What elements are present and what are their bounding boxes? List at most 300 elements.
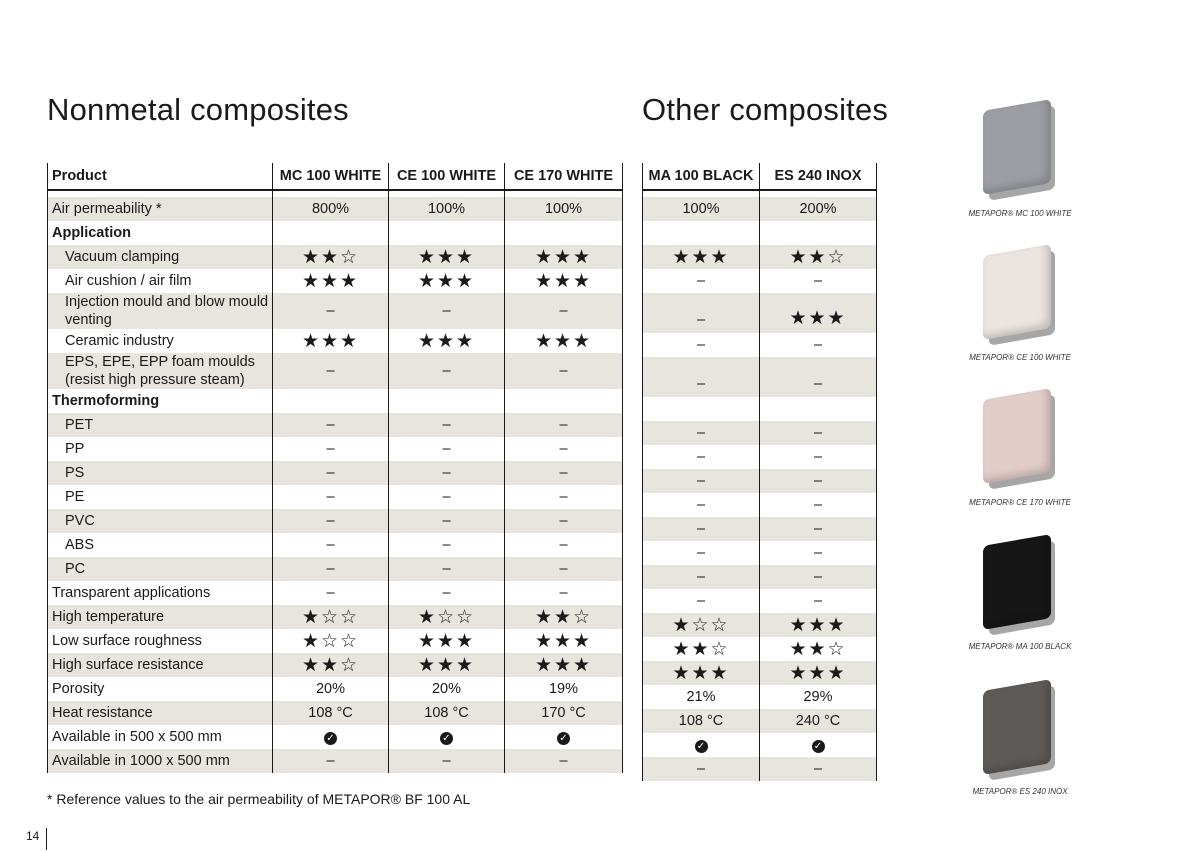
table-row — [48, 509, 623, 533]
star-rating-3-of-3: ★★★ — [417, 246, 476, 268]
row-label: High surface resistance — [48, 653, 273, 677]
check-circle-icon: ✓ — [557, 732, 570, 745]
gap-cell — [643, 190, 760, 197]
cell-value: – — [696, 376, 706, 392]
value-cell — [760, 245, 877, 269]
value-cell — [389, 581, 505, 605]
row-label: Transparent applications — [48, 581, 273, 605]
value-cell — [505, 557, 623, 581]
check-circle-icon: ✓ — [812, 740, 825, 753]
value-cell — [760, 197, 877, 221]
value-cell — [273, 581, 389, 605]
value-cell — [505, 653, 623, 677]
table-row — [48, 461, 623, 485]
table-header-row — [48, 163, 623, 190]
cell-value: – — [696, 473, 706, 489]
empty-cell — [760, 397, 877, 421]
star-rating-3-of-3: ★★★ — [417, 330, 476, 352]
value-cell — [273, 413, 389, 437]
value-cell — [643, 637, 760, 661]
header-ce-100-white: CE 100 WHITE — [389, 163, 505, 190]
table-row — [643, 733, 877, 757]
cell-value: – — [813, 425, 823, 441]
table-row — [643, 269, 877, 293]
row-label: Air permeability * — [48, 197, 273, 221]
table-row — [48, 269, 623, 293]
table-row — [643, 493, 877, 517]
header-product: Product — [48, 163, 273, 190]
sample-face — [983, 388, 1051, 484]
value-cell — [643, 421, 760, 445]
star-rating-3-of-3: ★★★ — [534, 330, 593, 352]
value-cell — [760, 541, 877, 565]
value-cell — [389, 677, 505, 701]
value-cell — [760, 709, 877, 733]
value-cell — [643, 269, 760, 293]
value-cell — [760, 493, 877, 517]
value-cell — [273, 353, 389, 389]
table-row — [643, 245, 877, 269]
value-cell — [505, 437, 623, 461]
value-cell — [273, 509, 389, 533]
table-row — [643, 589, 877, 613]
value-cell — [643, 493, 760, 517]
empty-cell — [643, 397, 760, 421]
cell-value: 20% — [315, 681, 346, 697]
cell-value: – — [696, 593, 706, 609]
cell-value: – — [326, 417, 335, 433]
material-caption: METAPOR® CE 170 WHITE — [969, 498, 1071, 507]
cell-value: – — [559, 441, 568, 457]
value-cell — [760, 517, 877, 541]
table-header-row — [643, 163, 877, 190]
table-row — [643, 541, 877, 565]
cell-value: – — [813, 593, 823, 609]
row-label: Air cushion / air film — [48, 269, 273, 293]
cell-value: – — [559, 303, 568, 319]
table-row — [48, 485, 623, 509]
table-row — [643, 445, 877, 469]
value-cell — [389, 557, 505, 581]
row-label: PP — [48, 437, 273, 461]
table-row — [643, 517, 877, 541]
cell-value: – — [696, 449, 706, 465]
cell-value: – — [442, 753, 451, 769]
value-cell — [505, 197, 623, 221]
value-cell — [505, 329, 623, 353]
gap-cell — [760, 190, 877, 197]
sample-face — [983, 99, 1051, 195]
table-row — [48, 581, 623, 605]
nonmetal-composites-table — [47, 163, 623, 773]
cell-value: – — [696, 521, 706, 537]
row-label: Heat resistance — [48, 701, 273, 725]
cell-value: 21% — [686, 689, 716, 705]
star-rating-2-of-3: ★★☆ — [789, 638, 847, 660]
row-label: Injection mould and blow mould venting — [48, 293, 273, 329]
star-rating-3-of-3: ★★★ — [672, 246, 730, 268]
value-cell — [389, 413, 505, 437]
value-cell — [389, 293, 505, 329]
cell-value: – — [326, 561, 335, 577]
value-cell — [643, 661, 760, 685]
cell-value: – — [326, 363, 335, 379]
value-cell — [505, 605, 623, 629]
cell-value: – — [559, 537, 568, 553]
heading-other-composites: Other composites — [642, 92, 889, 127]
value-cell — [760, 269, 877, 293]
star-rating-3-of-3: ★★★ — [417, 654, 476, 676]
value-cell — [505, 629, 623, 653]
cell-value: – — [559, 561, 568, 577]
value-cell — [505, 293, 623, 329]
cell-value: – — [813, 545, 823, 561]
cell-value: – — [813, 337, 823, 353]
value-cell — [273, 725, 389, 749]
check-circle-icon: ✓ — [324, 732, 337, 745]
value-cell — [760, 469, 877, 493]
value-cell — [643, 685, 760, 709]
value-cell — [273, 749, 389, 773]
value-cell — [505, 413, 623, 437]
value-cell — [643, 709, 760, 733]
cell-value: – — [813, 449, 823, 465]
value-cell — [389, 485, 505, 509]
cell-value: – — [559, 753, 568, 769]
value-cell — [273, 437, 389, 461]
empty-cell — [760, 221, 877, 245]
value-cell — [389, 629, 505, 653]
empty-cell — [389, 221, 505, 245]
value-cell — [389, 353, 505, 389]
page-number: 14 — [26, 829, 40, 843]
cell-value: – — [696, 425, 706, 441]
cell-value: – — [326, 489, 335, 505]
table-row — [48, 605, 623, 629]
check-circle-icon: ✓ — [695, 740, 708, 753]
value-cell — [643, 565, 760, 589]
other-composites-table — [642, 163, 877, 781]
table-row — [643, 613, 877, 637]
cell-value: – — [442, 303, 451, 319]
star-rating-3-of-3: ★★★ — [534, 270, 593, 292]
row-label: Available in 500 x 500 mm — [48, 725, 273, 749]
cell-value: 29% — [803, 689, 833, 705]
cell-value: – — [813, 473, 823, 489]
value-cell — [505, 725, 623, 749]
value-cell — [273, 245, 389, 269]
value-cell — [643, 733, 760, 757]
table-row — [643, 197, 877, 221]
value-cell — [389, 197, 505, 221]
value-cell — [505, 269, 623, 293]
section-label: Application — [48, 221, 273, 245]
star-rating-2-of-3: ★★☆ — [789, 246, 847, 268]
cell-value: – — [442, 363, 451, 379]
sample-face — [983, 679, 1051, 775]
value-cell — [643, 589, 760, 613]
cell-value: – — [813, 761, 823, 777]
value-cell — [760, 613, 877, 637]
table-row — [48, 653, 623, 677]
cell-value: – — [326, 753, 335, 769]
value-cell — [643, 757, 760, 781]
star-rating-3-of-3: ★★★ — [789, 614, 847, 636]
header-mc-100-white: MC 100 WHITE — [273, 163, 389, 190]
row-label: Low surface roughness — [48, 629, 273, 653]
material-caption: METAPOR® CE 100 WHITE — [969, 353, 1071, 362]
value-cell — [273, 293, 389, 329]
empty-cell — [273, 389, 389, 413]
table-row — [643, 421, 877, 445]
cell-value: – — [559, 585, 568, 601]
star-rating-3-of-3: ★★★ — [534, 630, 593, 652]
value-cell — [273, 461, 389, 485]
value-cell — [643, 357, 760, 397]
gap-cell — [48, 190, 273, 197]
value-cell — [389, 749, 505, 773]
cell-value: – — [696, 497, 706, 513]
cell-value: – — [559, 465, 568, 481]
value-cell — [760, 357, 877, 397]
table-row — [643, 293, 877, 333]
cell-value: – — [696, 545, 706, 561]
star-rating-3-of-3: ★★★ — [672, 662, 730, 684]
value-cell — [760, 565, 877, 589]
cell-value: – — [442, 417, 451, 433]
value-cell — [760, 445, 877, 469]
value-cell — [389, 701, 505, 725]
header-gap — [48, 190, 623, 197]
value-cell — [505, 533, 623, 557]
cell-value: – — [696, 312, 706, 328]
cell-value: – — [326, 513, 335, 529]
cell-value: 200% — [799, 201, 837, 217]
cell-value: – — [813, 273, 823, 289]
cell-value: – — [559, 513, 568, 529]
star-rating-2-of-3: ★★☆ — [301, 654, 360, 676]
star-rating-2-of-3: ★★☆ — [534, 606, 593, 628]
row-label: Available in 1000 x 500 mm — [48, 749, 273, 773]
empty-cell — [505, 389, 623, 413]
row-label: PC — [48, 557, 273, 581]
value-cell — [505, 509, 623, 533]
cell-value: – — [442, 561, 451, 577]
table-row — [48, 725, 623, 749]
cell-value: – — [559, 417, 568, 433]
value-cell — [643, 333, 760, 357]
value-cell — [273, 533, 389, 557]
value-cell — [273, 197, 389, 221]
value-cell — [273, 269, 389, 293]
value-cell — [760, 733, 877, 757]
value-cell — [760, 421, 877, 445]
star-rating-1-of-3: ★☆☆ — [672, 614, 730, 636]
table-row — [643, 565, 877, 589]
cell-value: 100% — [427, 201, 466, 217]
value-cell — [505, 581, 623, 605]
empty-cell — [643, 221, 760, 245]
row-label: Ceramic industry — [48, 329, 273, 353]
star-rating-3-of-3: ★★★ — [417, 630, 476, 652]
value-cell — [760, 637, 877, 661]
value-cell — [505, 461, 623, 485]
cell-value: – — [813, 569, 823, 585]
section-row — [643, 221, 877, 245]
value-cell — [273, 677, 389, 701]
table-row — [48, 293, 623, 329]
gap-cell — [505, 190, 623, 197]
value-cell — [389, 653, 505, 677]
star-rating-3-of-3: ★★★ — [789, 662, 847, 684]
cell-value: 108 °C — [678, 713, 724, 729]
cell-value: 240 °C — [795, 713, 841, 729]
cell-value: – — [442, 513, 451, 529]
cell-value: – — [696, 761, 706, 777]
cell-value: 100% — [682, 201, 720, 217]
value-cell — [643, 293, 760, 333]
cell-value: – — [326, 537, 335, 553]
value-cell — [389, 605, 505, 629]
row-label: Porosity — [48, 677, 273, 701]
value-cell — [389, 437, 505, 461]
table-row — [48, 629, 623, 653]
value-cell — [760, 757, 877, 781]
table-row — [48, 329, 623, 353]
cell-value: 20% — [431, 681, 462, 697]
row-label: PET — [48, 413, 273, 437]
cell-value: – — [696, 337, 706, 353]
table-row — [48, 197, 623, 221]
star-rating-1-of-3: ★☆☆ — [417, 606, 476, 628]
table-row — [48, 557, 623, 581]
cell-value: 170 °C — [541, 705, 586, 721]
value-cell — [505, 677, 623, 701]
value-cell — [389, 245, 505, 269]
cell-value: 108 °C — [308, 705, 353, 721]
value-cell — [389, 269, 505, 293]
value-cell — [389, 329, 505, 353]
table-row — [48, 413, 623, 437]
cell-value: – — [326, 303, 335, 319]
table-row — [643, 469, 877, 493]
footnote: * Reference values to the air permeability of METAPOR® BF 100 AL — [47, 791, 471, 807]
table-row — [643, 685, 877, 709]
table-row — [643, 757, 877, 781]
cell-value: 19% — [548, 681, 579, 697]
value-cell — [643, 613, 760, 637]
heading-nonmetal-composites: Nonmetal composites — [47, 92, 349, 127]
value-cell — [505, 245, 623, 269]
value-cell — [273, 557, 389, 581]
cell-value: – — [442, 441, 451, 457]
value-cell — [643, 541, 760, 565]
row-label: PS — [48, 461, 273, 485]
star-rating-3-of-3: ★★★ — [301, 330, 360, 352]
cell-value: 800% — [311, 201, 350, 217]
header-ce-170-white: CE 170 WHITE — [505, 163, 623, 190]
header-es-240-inox: ES 240 INOX — [760, 163, 877, 190]
star-rating-2-of-3: ★★☆ — [672, 638, 730, 660]
cell-value: – — [559, 363, 568, 379]
star-rating-3-of-3: ★★★ — [301, 270, 360, 292]
cell-value: – — [326, 441, 335, 457]
table-row — [48, 245, 623, 269]
star-rating-3-of-3: ★★★ — [417, 270, 476, 292]
cell-value: – — [442, 465, 451, 481]
star-rating-3-of-3: ★★★ — [534, 246, 593, 268]
header-gap — [643, 190, 877, 197]
cell-value: – — [326, 465, 335, 481]
empty-cell — [505, 221, 623, 245]
sample-face — [983, 244, 1051, 340]
check-circle-icon: ✓ — [440, 732, 453, 745]
value-cell — [643, 469, 760, 493]
value-cell — [760, 661, 877, 685]
cell-value: 100% — [544, 201, 583, 217]
value-cell — [505, 353, 623, 389]
value-cell — [273, 653, 389, 677]
value-cell — [389, 509, 505, 533]
cell-value: – — [326, 585, 335, 601]
row-label: EPS, EPE, EPP foam moulds (resist high pressure steam) — [48, 353, 273, 389]
value-cell — [760, 685, 877, 709]
table-row — [48, 353, 623, 389]
value-cell — [760, 293, 877, 333]
header-ma-100-black: MA 100 BLACK — [643, 163, 760, 190]
row-label: High temperature — [48, 605, 273, 629]
empty-cell — [389, 389, 505, 413]
value-cell — [273, 329, 389, 353]
page-number-divider — [46, 828, 47, 850]
table-row — [643, 709, 877, 733]
sample-face — [983, 534, 1051, 630]
value-cell — [389, 461, 505, 485]
section-row — [48, 221, 623, 245]
value-cell — [643, 245, 760, 269]
row-label: PE — [48, 485, 273, 509]
cell-value: – — [442, 585, 451, 601]
cell-value: – — [813, 521, 823, 537]
star-rating-1-of-3: ★☆☆ — [301, 606, 360, 628]
value-cell — [389, 533, 505, 557]
section-row — [643, 397, 877, 421]
value-cell — [505, 749, 623, 773]
value-cell — [643, 197, 760, 221]
material-caption: METAPOR® ES 240 INOX — [972, 787, 1068, 796]
star-rating-3-of-3: ★★★ — [789, 308, 847, 329]
table-row — [48, 749, 623, 773]
section-row — [48, 389, 623, 413]
value-cell — [273, 485, 389, 509]
value-cell — [760, 333, 877, 357]
star-rating-3-of-3: ★★★ — [534, 654, 593, 676]
table-row — [643, 357, 877, 397]
cell-value: – — [559, 489, 568, 505]
row-label: ABS — [48, 533, 273, 557]
row-label: Vacuum clamping — [48, 245, 273, 269]
value-cell — [505, 701, 623, 725]
material-caption: METAPOR® MA 100 BLACK — [968, 642, 1072, 651]
star-rating-1-of-3: ★☆☆ — [301, 630, 360, 652]
value-cell — [643, 445, 760, 469]
cell-value: – — [442, 489, 451, 505]
material-caption: METAPOR® MC 100 WHITE — [968, 209, 1072, 218]
table-row — [48, 701, 623, 725]
gap-cell — [273, 190, 389, 197]
value-cell — [505, 485, 623, 509]
value-cell — [273, 629, 389, 653]
